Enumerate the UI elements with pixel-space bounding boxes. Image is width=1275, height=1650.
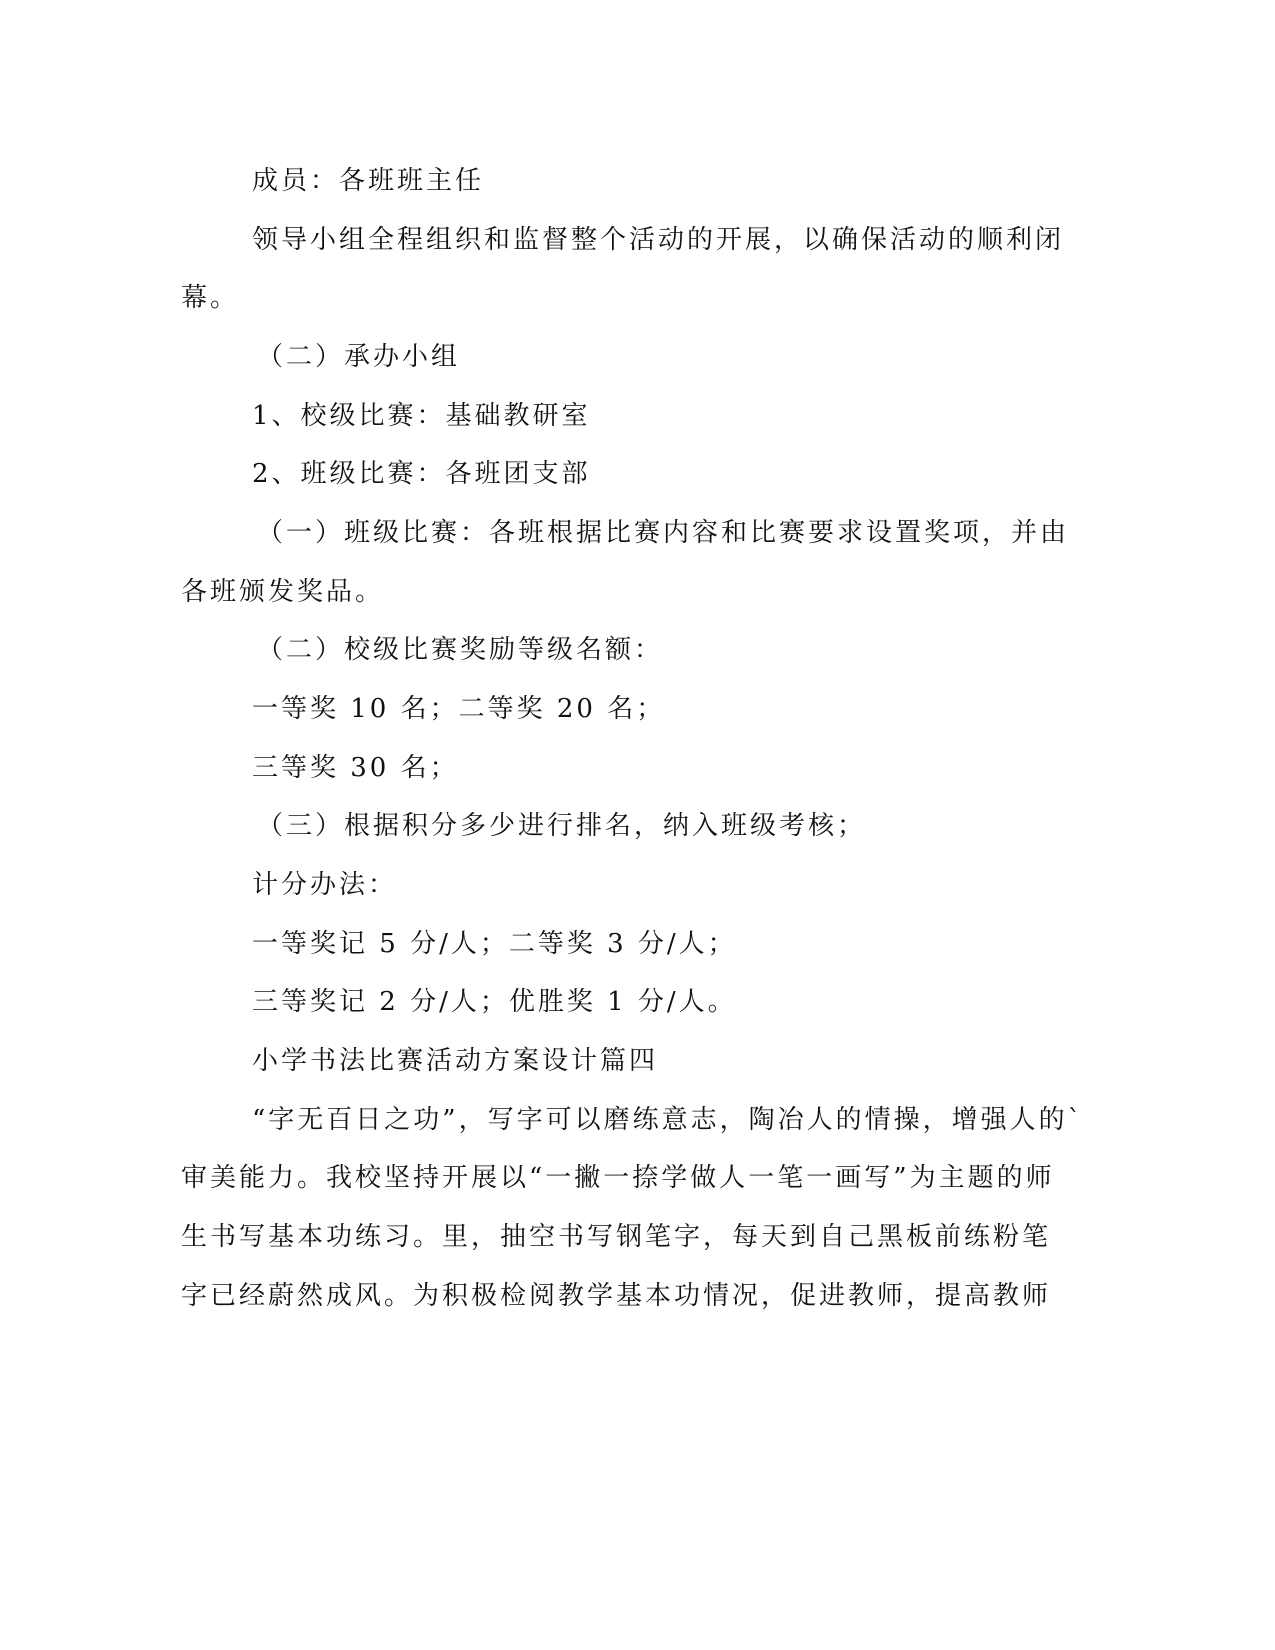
leadership-paragraph-line-2: 幕。 — [181, 283, 240, 313]
organizing-group-heading: （二）承办小组 — [257, 342, 461, 372]
scoring-method-heading: 计分办法： — [252, 870, 398, 900]
section-four-title: 小学书法比赛活动方案设计篇四 — [252, 1046, 659, 1076]
class-competition-line-1: （一）班级比赛：各班根据比赛内容和比赛要求设置奖项，并由 — [257, 518, 1070, 548]
scoring-line-1: 一等奖记 5 分/人；二等奖 3 分/人； — [252, 929, 737, 959]
section-four-paragraph-line-4: 字已经蔚然成风。为积极检阅教学基本功情况，促进教师，提高教师 — [181, 1281, 1052, 1311]
section-four-paragraph-line-3: 生书写基本功练习。里，抽空书写钢笔字，每天到自己黑板前练粉笔 — [181, 1222, 1052, 1252]
ranking-rule: （三）根据积分多少进行排名，纳入班级考核； — [257, 811, 867, 841]
school-award-heading: （二）校级比赛奖励等级名额： — [257, 635, 664, 665]
school-level-organizer: 1、校级比赛：基础教研室 — [252, 401, 591, 431]
section-four-paragraph-line-1: “字无百日之功”，写字可以磨练意志，陶冶人的情操，增强人的` — [252, 1105, 1084, 1135]
members-line: 成员：各班班主任 — [252, 166, 485, 196]
section-four-paragraph-line-2: 审美能力。我校坚持开展以“一撇一捺学做人一笔一画写”为主题的师 — [181, 1163, 1055, 1193]
scoring-line-2: 三等奖记 2 分/人；优胜奖 1 分/人。 — [252, 987, 737, 1017]
leadership-paragraph-line-1: 领导小组全程组织和监督整个活动的开展，以确保活动的顺利闭 — [252, 225, 1065, 255]
class-level-organizer: 2、班级比赛：各班团支部 — [252, 459, 591, 489]
award-quota-line-2: 三等奖 30 名； — [252, 753, 459, 783]
class-competition-line-2: 各班颁发奖品。 — [181, 577, 385, 607]
award-quota-line-1: 一等奖 10 名；二等奖 20 名； — [252, 694, 666, 724]
